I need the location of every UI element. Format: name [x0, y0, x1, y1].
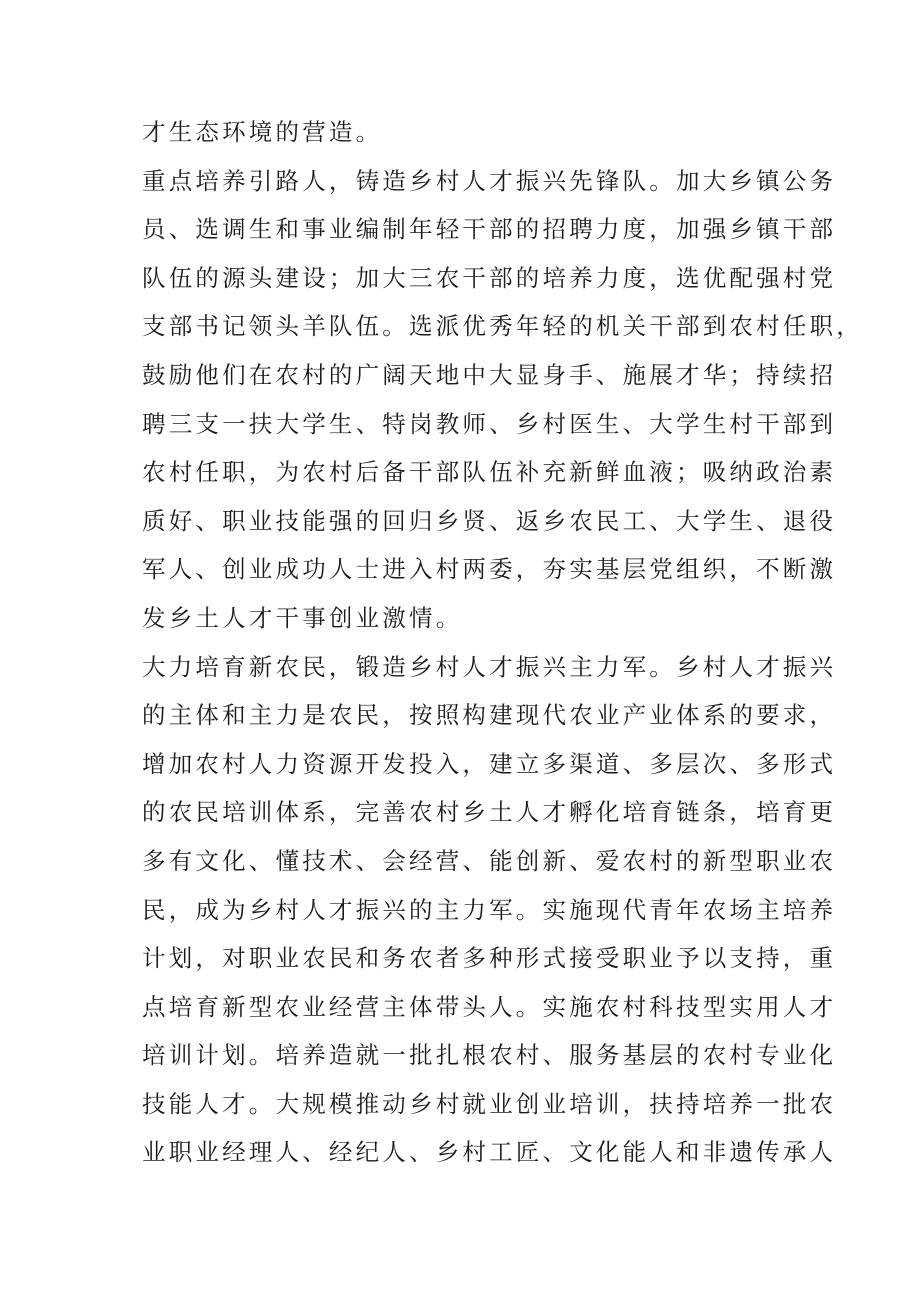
paragraph-3 — [142, 643, 837, 1178]
text-line: 的农民培训体系，完善农村乡土人才孵化培育链条，培育更 — [142, 798, 837, 827]
text-line: 技能人才。大规模推动乡村就业创业培训，扶持培养一批农 — [142, 1089, 837, 1118]
text-line: 大力培育新农民，锻造乡村人才振兴主力军。乡村人才振兴 — [142, 652, 837, 681]
text-line: 业职业经理人、经纪人、乡村工匠、文化能人和非遗传承人 — [142, 1138, 837, 1167]
text-line: 多有文化、懂技术、会经营、能创新、爱农村的新型职业农 — [142, 846, 837, 875]
document-body — [142, 108, 863, 1177]
text-line: 鼓励他们在农村的广阔天地中大显身手、施展才华；持续招 — [142, 360, 837, 389]
text-line: 队伍的源头建设；加大三农干部的培养力度，选优配强村党 — [142, 263, 837, 292]
text-line: 聘三支一扶大学生、特岗教师、乡村医生、大学生村干部到 — [142, 409, 837, 438]
paragraph-1 — [142, 108, 782, 157]
text-line: 军人、创业成功人士进入村两委，夯实基层党组织，不断激 — [142, 555, 837, 584]
text-line: 才生态环境的营造。 — [142, 118, 383, 146]
text-line: 重点培养引路人，铸造乡村人才振兴先锋队。加大乡镇公务 — [142, 166, 837, 195]
text-line: 质好、职业技能强的回归乡贤、返乡农民工、大学生、退役 — [142, 506, 837, 535]
text-line: 民，成为乡村人才振兴的主力军。实施现代青年农场主培养 — [142, 895, 837, 924]
text-line: 的主体和主力是农民，按照构建现代农业产业体系的要求， — [142, 701, 837, 730]
text-line: 培训计划。培养造就一批扎根农村、服务基层的农村专业化 — [142, 1041, 837, 1070]
text-line: 点培育新型农业经营主体带头人。实施农村科技型实用人才 — [142, 992, 837, 1021]
text-line: 增加农村人力资源开发投入，建立多渠道、多层次、多形式 — [142, 749, 837, 778]
text-line: 农村任职，为农村后备干部队伍补充新鲜血液；吸纳政治素 — [142, 458, 837, 487]
text-line: 计划，对职业农民和务农者多种形式接受职业予以支持，重 — [142, 944, 837, 973]
text-line: 支部书记领头羊队伍。选派优秀年轻的机关干部到农村任职， — [142, 312, 863, 341]
text-line: 发乡土人才干事创业激情。 — [142, 603, 463, 632]
text-line: 员、选调生和事业编制年轻干部的招聘力度，加强乡镇干部 — [142, 215, 837, 244]
paragraph-2 — [142, 157, 863, 643]
